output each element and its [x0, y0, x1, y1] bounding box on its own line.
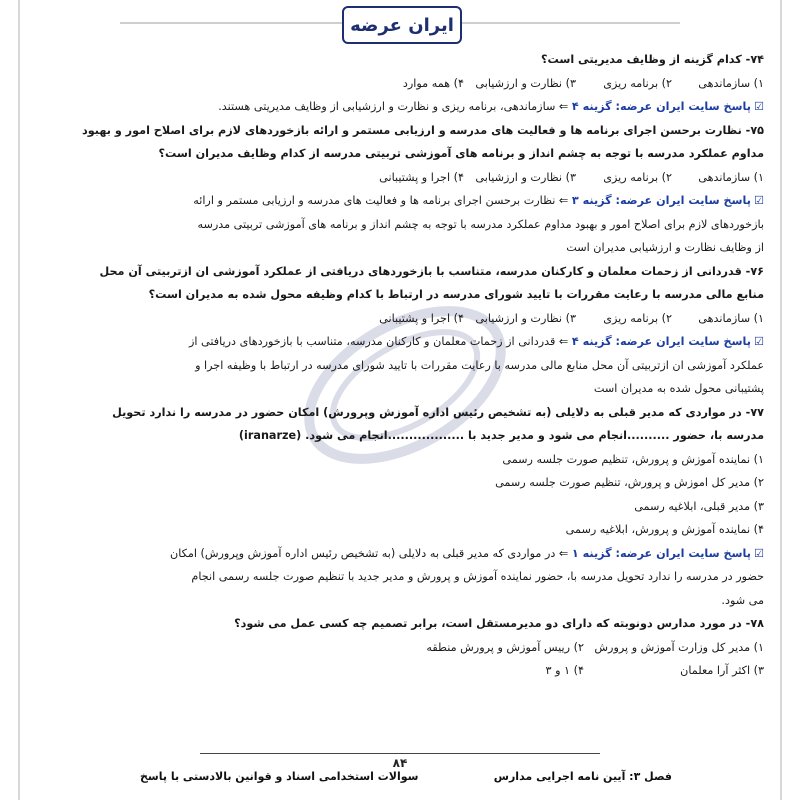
stem-line: ۷۷- در مواردی که مدیر قبلی به دلایلی (به تشخیص رئیس اداره آموزش وپرورش) امکان حضور در مدرسه را ندارد تحویل: [112, 405, 764, 419]
option: ۳) مدیر قبلی، ابلاغیه رسمی: [634, 499, 764, 513]
option: ۴) نماینده آموزش و پرورش، ابلاغیه رسمی: [565, 523, 764, 536]
page-border-left: [18, 0, 20, 800]
question-78-stem: ۷۸- در مورد مدارس دونوبته که دارای دو مدیرمستقل است، برابر تصمیم چه کسی عمل می شود؟: [234, 617, 764, 630]
question-77-stem: [36, 401, 764, 448]
question-75-answer: [36, 189, 764, 260]
logo-text: ایران عرضه: [350, 14, 454, 36]
option: ۲) برنامه ریزی: [603, 311, 672, 325]
stem-line: ۷۶- قدردانی از زحمات معلمان و کارکنان مدرسه، متناسب با بازخوردهای دریافتی از عملکرد آموزشی ان ازتربیتی آن محل: [99, 264, 764, 278]
questions-content: [36, 48, 764, 683]
option: ۳) نظارت و ارزشیابی: [475, 170, 576, 184]
option: ۱) سازماندهی: [698, 76, 764, 90]
option: ۲) برنامه ریزی: [603, 76, 672, 90]
option: ۲) برنامه ریزی: [603, 170, 672, 184]
answer-text: عملکرد آموزشی ان ازتربیتی آن محل منابع مالی مدرسه با رعایت مقررات با تایید شورای مدرسه در ارتباط با وظیفه اجرا و: [195, 358, 764, 372]
option: ۴) اجرا و پشتیبانی: [379, 170, 464, 184]
question-75-options: [36, 166, 764, 190]
answer-text: حضور در مدرسه را ندارد تحویل مدرسه با، حضور نماینده آموزش و پرورش و مدیر جدید با تنظیم صورت جلسه رسمی انجام: [191, 570, 764, 583]
answer-head: پاسخ سایت ایران عرضه: گزینه ۱: [571, 546, 751, 560]
question-76-stem: [36, 260, 764, 307]
option: ۱) نماینده آموزش و پرورش، تنظیم صورت جلسه رسمی: [502, 452, 764, 466]
answer-text: ⇐ قدردانی از زحمات معلمان و کارکنان مدرسه، متناسب با بازخوردهای دریافتی از: [188, 335, 569, 348]
question-74-answer: [36, 95, 764, 119]
option: ۳) نظارت و ارزشیابی: [475, 311, 576, 325]
option: ۴) همه موارد: [402, 76, 464, 90]
site-logo: [342, 6, 462, 44]
answer-text: از وظایف نظارت و ارزشیابی مدیران است: [566, 241, 764, 254]
option: ۳) اکثر آرا معلمان: [680, 664, 764, 677]
answer-text: بازخوردهای لازم برای اصلاح امور و بهبود مداوم عملکرد مدرسه با توجه به چشم انداز و برنامه های آموزشی تربیتی مدرسه: [197, 217, 764, 231]
question-76-options: [36, 307, 764, 331]
answer-text: پشتیبانی محول شده به مدیران است: [593, 382, 764, 395]
question-76-answer: [36, 330, 764, 401]
question-74-stem: ۷۴- کدام گزینه از وظایف مدیریتی است؟: [540, 53, 764, 66]
question-77-answer: [36, 542, 764, 613]
question-75-stem: [36, 119, 764, 166]
stem-line: مدرسه با، حضور ..........انجام می شود و مدیر جدید با ..................انجام می شود. (iranarze): [238, 429, 764, 442]
option: ۴) اجرا و پشتیبانی: [379, 311, 464, 325]
answer-text: ⇐ در مواردی که مدیر قبلی به دلایلی (به تشخیص رئیس اداره آموزش وپرورش) امکان: [170, 546, 569, 560]
answer-head: پاسخ سایت ایران عرضه: گزینه ۳: [571, 194, 751, 207]
check-box-icon: ☑: [753, 194, 764, 207]
question-74-options: [36, 72, 764, 96]
footer-rule: [200, 753, 600, 754]
option: ۳) نظارت و ارزشیابی: [475, 76, 576, 90]
stem-line: منابع مالی مدرسه با رعایت مقررات با تایید شورای مدرسه در ارتباط با کدام وظیفه محول شده به مدیران است؟: [148, 288, 764, 301]
option: ۱) سازماندهی: [698, 170, 764, 184]
question-78-options-row: [36, 659, 764, 683]
option: ۱) مدیر کل وزارت آموزش و پرورش: [594, 640, 764, 654]
answer-text: ⇐ نظارت برحسن اجرای برنامه ها و فعالیت های مدرسه و ارزیابی مستمر و ارائه: [193, 194, 569, 207]
answer-text: می شود.: [721, 593, 764, 607]
option: ۲) مدیر کل اموزش و پرورش، تنظیم صورت جلسه رسمی: [495, 476, 764, 489]
page-border-right: [780, 0, 782, 800]
footer-book-title: سوالات استخدامی اسناد و قوانین بالادستی با پاسخ: [140, 770, 419, 783]
stem-line: مداوم عملکرد مدرسه با توجه به چشم انداز و برنامه های آموزشی تربیتی مدرسه از کدام وظایف مدیران است؟: [158, 147, 764, 160]
answer-text: ⇐ سازماندهی، برنامه ریزی و نظارت و ارزشیابی از وظایف مدیریتی هستند.: [218, 100, 569, 113]
option: ۴) ۱ و ۳: [545, 664, 584, 677]
check-box-icon: ☑: [753, 546, 764, 560]
footer-chapter-title: فصل ۳: آیین نامه اجرایی مدارس: [493, 770, 672, 783]
option: ۲) رییس آموزش و پرورش منطقه: [426, 640, 584, 654]
check-box-icon: ☑: [753, 335, 764, 348]
answer-head: پاسخ سایت ایران عرضه: گزینه ۴: [571, 335, 751, 348]
option: ۱) سازماندهی: [698, 311, 764, 325]
check-box-icon: ☑: [753, 100, 764, 113]
page-number: ۸۴: [392, 756, 408, 770]
stem-line: ۷۵- نظارت برحسن اجرای برنامه ها و فعالیت های مدرسه و ارزیابی مستمر و ارائه بازخوردهای لازم برای اصلاح امور و بهبود: [82, 123, 764, 137]
question-78-options-row: [36, 636, 764, 660]
answer-head: پاسخ سایت ایران عرضه: گزینه ۴: [571, 100, 751, 113]
